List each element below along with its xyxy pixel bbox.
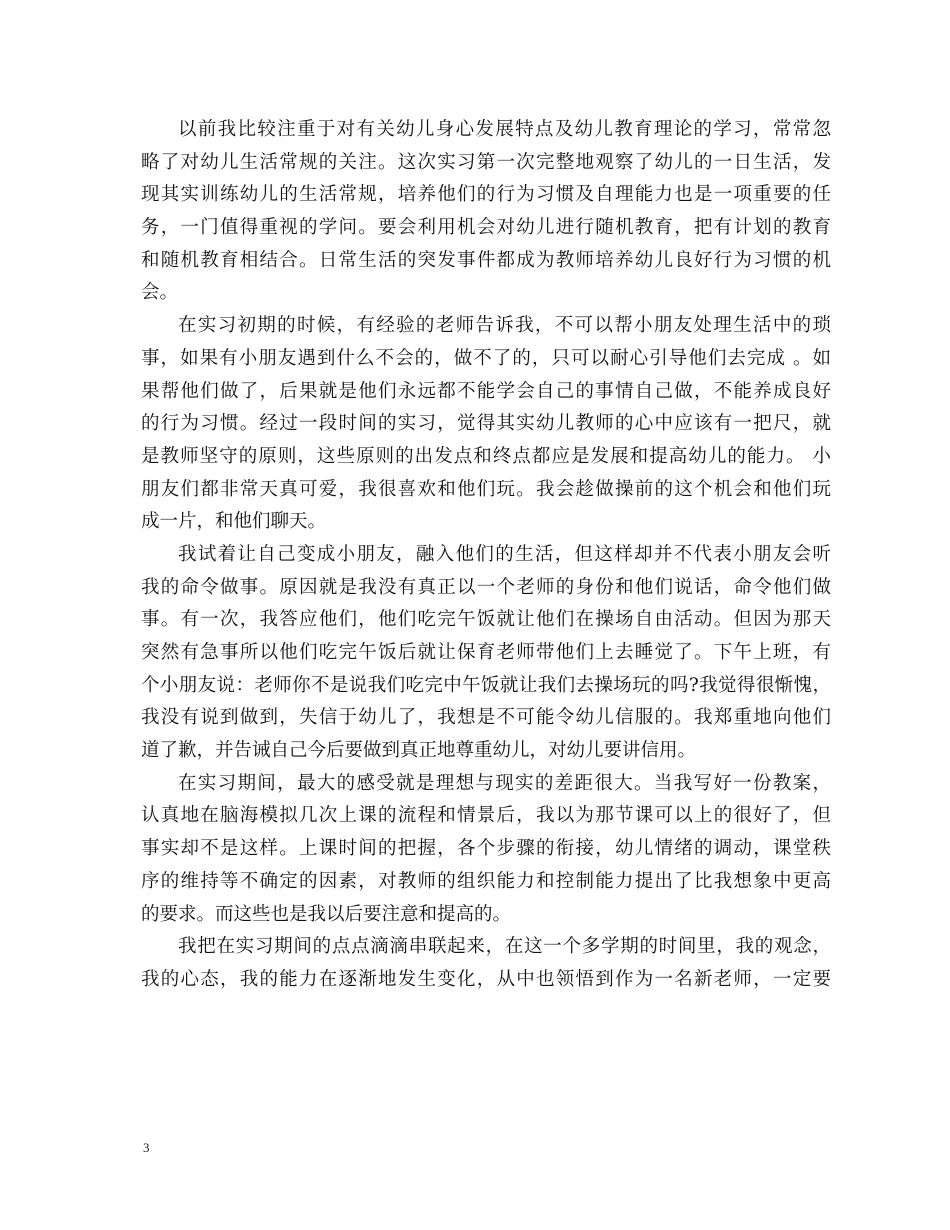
paragraph-3	[141, 539, 831, 768]
text-line: 会。	[141, 282, 179, 304]
text-line: 我的命令做事。原因就是我没有真正以一个老师的身份和他们说话，命令他们做	[141, 576, 831, 598]
text-line: 我试着让自己变成小朋友，融入他们的生活，但这样却并不代表小朋友会听	[178, 543, 831, 565]
text-line: 和随机教育相结合。日常生活的突发事件都成为教师培养幼儿良好行为习惯的机	[141, 249, 831, 271]
paragraph-2	[141, 310, 831, 539]
text-line: 的要求。而这些也是我以后要注意和提高的。	[141, 903, 512, 925]
text-line: 以前我比较注重于对有关幼儿身心发展特点及幼儿教育理论的学习，常常忽	[178, 119, 831, 140]
text-line: 认真地在脑海模拟几次上课的流程和情景后，我以为那节课可以上的很好了，但	[141, 805, 831, 827]
text-line: 突然有急事所以他们吃完午饭后就让保育老师带他们上去睡觉了。下午上班，有	[141, 642, 831, 663]
text-line: 果帮他们做了，后果就是他们永远都不能学会自己的事情自己做，不能养成良好	[141, 380, 831, 402]
text-line: 我没有说到做到，失信于幼儿了，我想是不可能令幼儿信服的。我郑重地向他们	[141, 707, 831, 729]
page-number: 3	[143, 1140, 150, 1155]
text-line: 个小朋友说：老师你不是说我们吃完中午饭就让我们去操场玩的吗?我觉得很惭愧，	[141, 674, 831, 696]
text-line: 事。有一次，我答应他们，他们吃完午饭就让他们在操场自由活动。但因为那天	[141, 609, 831, 631]
text-line: 序的维持等不确定的因素，对教师的组织能力和控制能力提出了比我想象中更高	[141, 870, 831, 892]
text-line: 是教师坚守的原则，这些原则的出发点和终点都应是发展和提高幼儿的能力。 小	[141, 445, 831, 467]
text-line: 朋友们都非常天真可爱，我很喜欢和他们玩。我会趁做操前的这个机会和他们玩	[141, 478, 831, 500]
text-line: 成一片，和他们聊天。	[141, 511, 327, 533]
text-line: 我把在实习期间的点点滴滴串联起来，在这一个多学期的时间里，我的观念，	[178, 936, 831, 958]
text-line: 的行为习惯。经过一段时间的实习，觉得其实幼儿教师的心中应该有一把尺，就	[141, 413, 831, 435]
paragraph-1	[141, 114, 831, 310]
text-line: 事实却不是这样。上课时间的把握，各个步骤的衔接，幼儿情绪的调动，课堂秩	[141, 838, 831, 860]
text-line: 务，一门值得重视的学问。要会利用机会对幼儿进行随机教育，把有计划的教育	[141, 217, 831, 239]
text-line: 在实习期间，最大的感受就是理想与现实的差距很大。当我写好一份教案，	[178, 772, 831, 794]
paragraph-4	[141, 768, 831, 931]
text-line: 现其实训练幼儿的生活常规，培养他们的行为习惯及自理能力也是一项重要的任	[141, 184, 831, 206]
text-line: 事，如果有小朋友遇到什么不会的，做不了的，只可以耐心引导他们去完成 。如	[141, 347, 831, 369]
paragraph-5	[141, 931, 831, 996]
text-line: 道了歉，并告诫自己今后要做到真正地尊重幼儿，对幼儿要讲信用。	[141, 740, 697, 762]
text-line: 在实习初期的时候，有经验的老师告诉我，不可以帮小朋友处理生活中的琐	[178, 315, 831, 337]
document-body	[141, 114, 831, 997]
text-line: 略了对幼儿生活常规的关注。这次实习第一次完整地观察了幼儿的一日生活，发	[141, 151, 831, 173]
text-line: 我的心态，我的能力在逐渐地发生变化，从中也领悟到作为一名新老师，一定要	[141, 968, 831, 990]
